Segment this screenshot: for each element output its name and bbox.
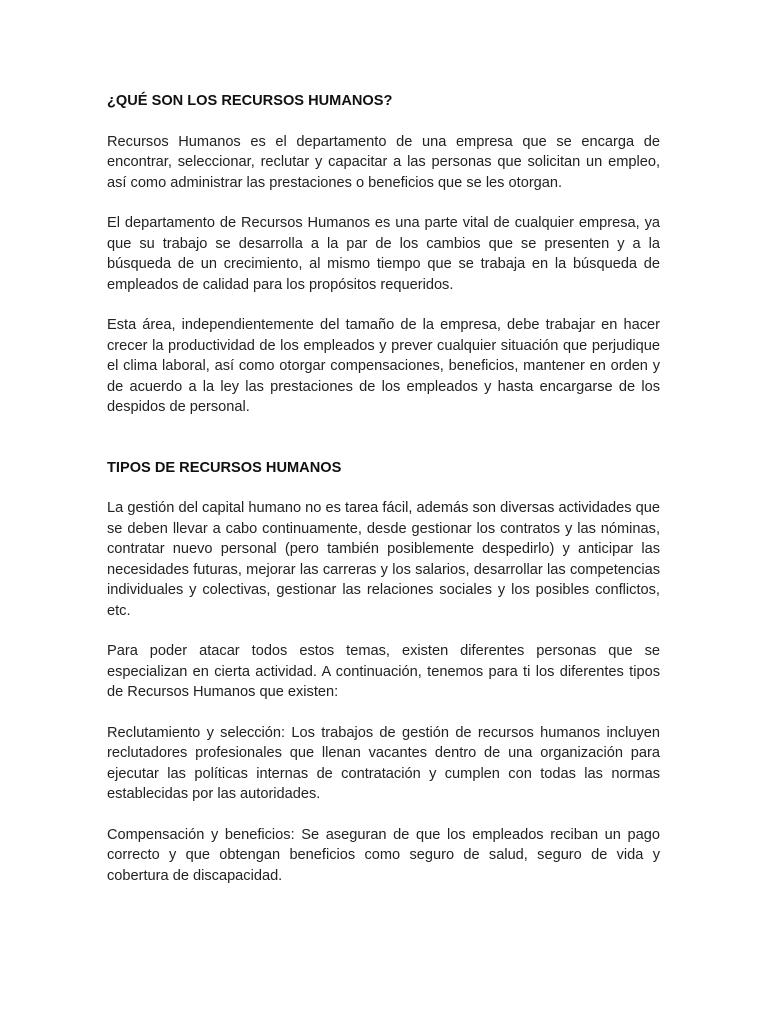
section-heading-tipos: TIPOS DE RECURSOS HUMANOS bbox=[107, 459, 342, 476]
paragraph: Esta área, independientemente del tamaño de la empresa, debe trabajar en hacer crecer la productividad de los empleados y prever cualquier situación que perjudique el clima laboral, así como otorgar compensaciones, beneficios, mantener en orden y de acuerdo a la ley las prestaciones de los empleados y hasta encargarse de los despidos de personal. bbox=[107, 317, 660, 415]
paragraph: Recursos Humanos es el departamento de una empresa que se encarga de encontrar, seleccionar, reclutar y capacitar a las personas que solicitan un empleo, así como administrar las prestaciones o beneficios que se les otorgan. bbox=[107, 133, 660, 191]
section-heading-que-son: ¿QUÉ SON LOS RECURSOS HUMANOS? bbox=[107, 93, 393, 109]
paragraph: La gestión del capital humano no es tarea fácil, además son diversas actividades que se deben llevar a cabo continuamente, desde gestionar los contratos y las nóminas, contratar nuevo personal (pero también posiblemente despedirlo) y anticipar las necesidades futuras, mejorar las carreras y los salarios, desarrollar las competencias individuales y colectivas, gestionar las relaciones sociales y los posibles conflictos, etc. bbox=[107, 500, 660, 619]
document-body bbox=[107, 91, 660, 886]
paragraph: Compensación y beneficios: Se aseguran de que los empleados reciban un pago correcto y que obtengan beneficios como seguro de salud, seguro de vida y cobertura de discapacidad. bbox=[107, 826, 660, 884]
paragraph: Reclutamiento y selección: Los trabajos de gestión de recursos humanos incluyen reclutadores profesionales que llenan vacantes dentro de una organización para ejecutar las políticas internas de contratación y cumplen con todas las normas establecidas por las autoridades. bbox=[107, 724, 660, 802]
paragraph: Para poder atacar todos estos temas, existen diferentes personas que se especializan en cierta actividad. A continuación, tenemos para ti los diferentes tipos de Recursos Humanos que existen: bbox=[107, 643, 660, 700]
paragraph: El departamento de Recursos Humanos es una parte vital de cualquier empresa, ya que su trabajo se desarrolla a la par de los cambios que se presenten y a la búsqueda de un crecimiento, al mismo tiempo que se trabaja en la búsqueda de empleados de calidad para los propósitos requeridos. bbox=[107, 215, 660, 293]
